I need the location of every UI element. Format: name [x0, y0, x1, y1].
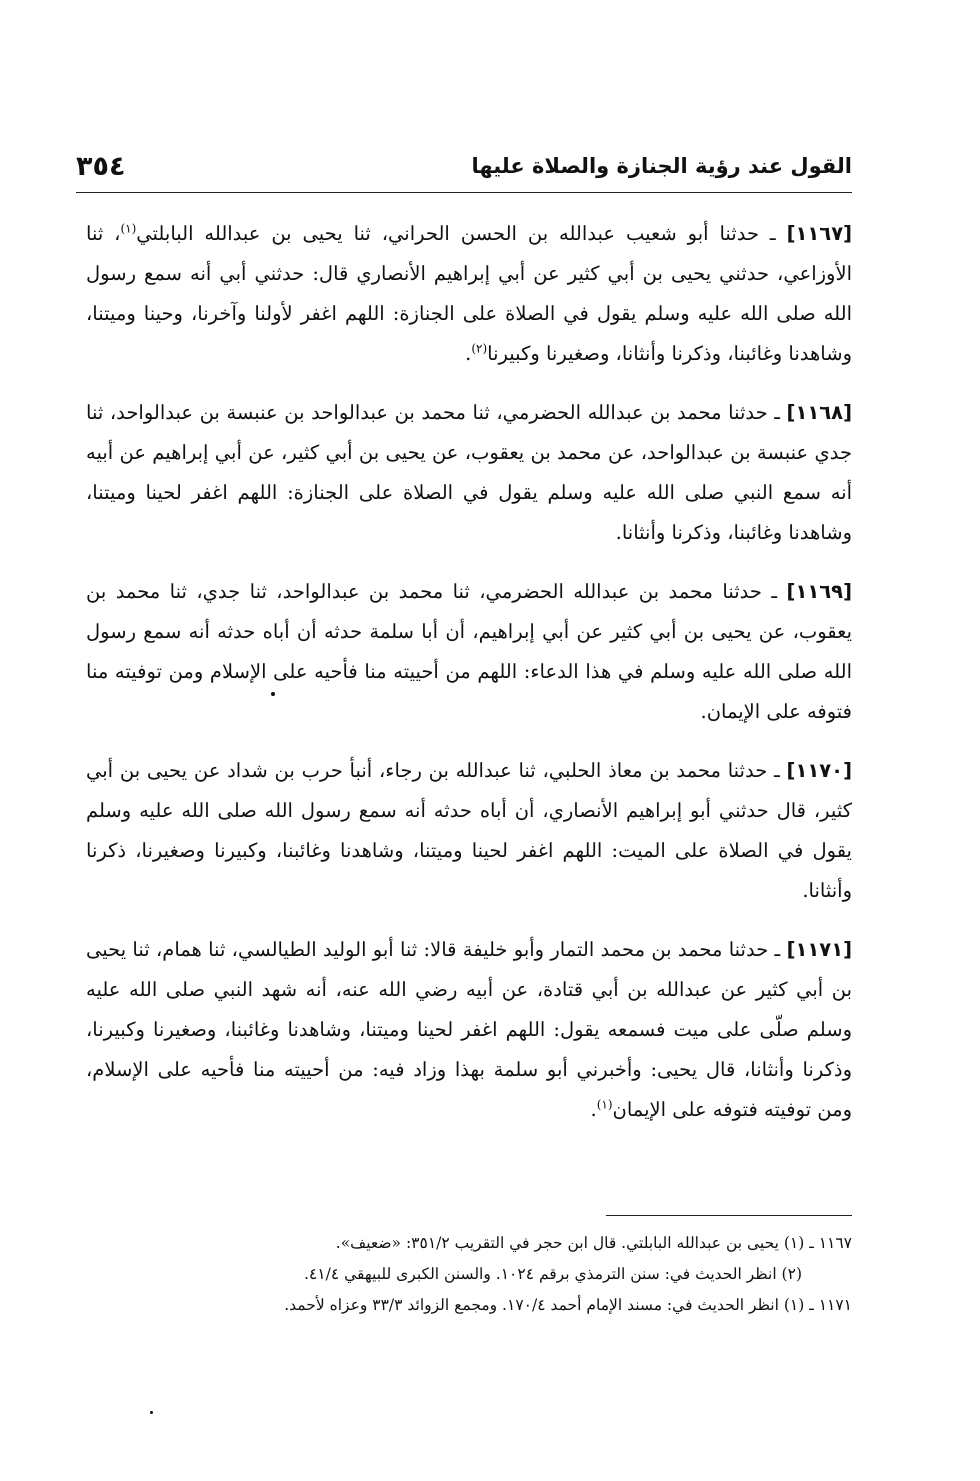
footnotes — [120, 1228, 852, 1321]
footnote-1171-1: ١١٧١ ـ (١) انظر الحديث في: مسند الإمام أحمد ١٧٠/٤. ومجمع الزوائد ٣٣/٣ وعزاه لأحمد. — [284, 1296, 852, 1314]
footnote-1167-2: (٢) انظر الحديث في: سنن الترمذي برقم ١٠٢٤. والسنن الكبرى للبيهقي ٤١/٤. — [304, 1265, 802, 1283]
footnote-ref: (١) — [120, 221, 137, 236]
ink-speck — [150, 1411, 153, 1414]
hadith-1169 — [86, 572, 852, 732]
hadith-text: ـ حدثنا محمد بن محمد التمار وأبو خليفة قالا: ثنا أبو الوليد الطيالسي، ثنا همام، ثنا يحيى بن أبي كثير عن عبدالله بن أبي قتادة، عن أبيه رضي الله عنه، أنه شهد النبي صلى الله عليه وسلم صلّى على ميت فسمعه يقول: اللهم اغفر لحينا وميتنا، وشاهدنا وغائبنا، وصغيرنا وكبيرنا، وذكرنا وأنثانا، قال يحيى: وأخبرني أبو سلمة بهذا وزاد فيه: من أحييته منا فأحيه على الإسلام، ومن توفيته فتوفه على الإيمان — [86, 938, 852, 1121]
running-title: القول عند رؤية الجنازة والصلاة عليها — [471, 154, 852, 178]
footnote-divider — [606, 1215, 852, 1216]
hadith-text: ـ حدثنا محمد بن عبدالله الحضرمي، ثنا محمد بن عبدالواحد بن عنبسة بن عبدالواحد، ثنا جدي عنبسة بن عبدالواحد، عن محمد بن يعقوب، عن يحيى بن أبي كثير، عن أبي إبراهيم عن أبيه أنه سمع النبي صلى الله عليه وسلم يقول في الصلاة على الجنازة: اللهم اغفر لحينا وميتنا، وشاهدنا وغائبنا، وذكرنا وأنثانا. — [86, 401, 853, 544]
main-text — [86, 214, 852, 1149]
hadith-text: ـ حدثنا أبو شعيب عبدالله بن الحسن الحراني، ثنا يحيى بن عبدالله البابلتي — [136, 222, 776, 245]
hadith-1168 — [86, 393, 852, 553]
page-number: ٣٥٤ — [76, 150, 126, 182]
hadith-number: [١١٦٧] — [786, 222, 853, 245]
hadith-1170 — [86, 751, 852, 911]
footnote-1167-1: ١١٦٧ ـ (١) يحيى بن عبدالله البابلتي. قال ابن حجر في التقريب ٣٥١/٢: «ضعيف». — [335, 1234, 852, 1252]
hadith-text: . — [465, 342, 472, 365]
ink-speck — [271, 692, 275, 696]
hadith-number: [١١٧٠] — [786, 759, 852, 782]
hadith-number: [١١٧١] — [786, 938, 853, 961]
hadith-text: ـ حدثنا محمد بن عبدالله الحضرمي، ثنا محمد بن عبدالواحد، ثنا جدي، ثنا محمد بن يعقوب، عن يحيى بن أبي كثير عن أبي إبراهيم، أن أبا سلمة حدثه أن أباه حدثه أنه سمع رسول الله صلى الله عليه وسلم في هذا الدعاء: اللهم من أحييته منا فأحيه على الإسلام ومن توفيته منا فتوفه على الإيمان. — [86, 580, 852, 723]
footnote-ref: (٢) — [471, 341, 488, 356]
hadith-text: ، ثنا الأوزاعي، حدثني يحيى بن أبي كثير عن أبي إبراهيم الأنصاري قال: حدثني أبي أنه سمع رسول الله صلى الله عليه وسلم يقول في الصلاة على الجنازة: اللهم اغفر لأولنا وآخرنا، وحينا وميتنا، وشاهدنا وغائبنا، وذكرنا وأنثانا، وصغيرنا وكبيرنا — [86, 222, 852, 365]
hadith-text: ـ حدثنا محمد بن معاذ الحلبي، ثنا عبدالله بن رجاء، أنبأ حرب بن شداد عن يحيى بن أبي كثير، قال حدثني أبو إبراهيم الأنصاري، أن أباه حدثه أنه سمع رسول الله صلى الله عليه وسلم يقول في الصلاة على الميت: اللهم اغفر لحينا وميتنا، وشاهدنا وغائبنا، وكبيرنا وصغيرنا، ذكرنا وأنثانا. — [86, 759, 852, 902]
hadith-number: [١١٦٨] — [786, 401, 852, 424]
page-header — [76, 146, 852, 193]
footnote-ref: (١) — [596, 1097, 613, 1112]
hadith-1167 — [86, 214, 852, 374]
hadith-text: . — [590, 1098, 597, 1121]
hadith-number: [١١٦٩] — [786, 580, 852, 603]
hadith-1171 — [86, 930, 852, 1130]
